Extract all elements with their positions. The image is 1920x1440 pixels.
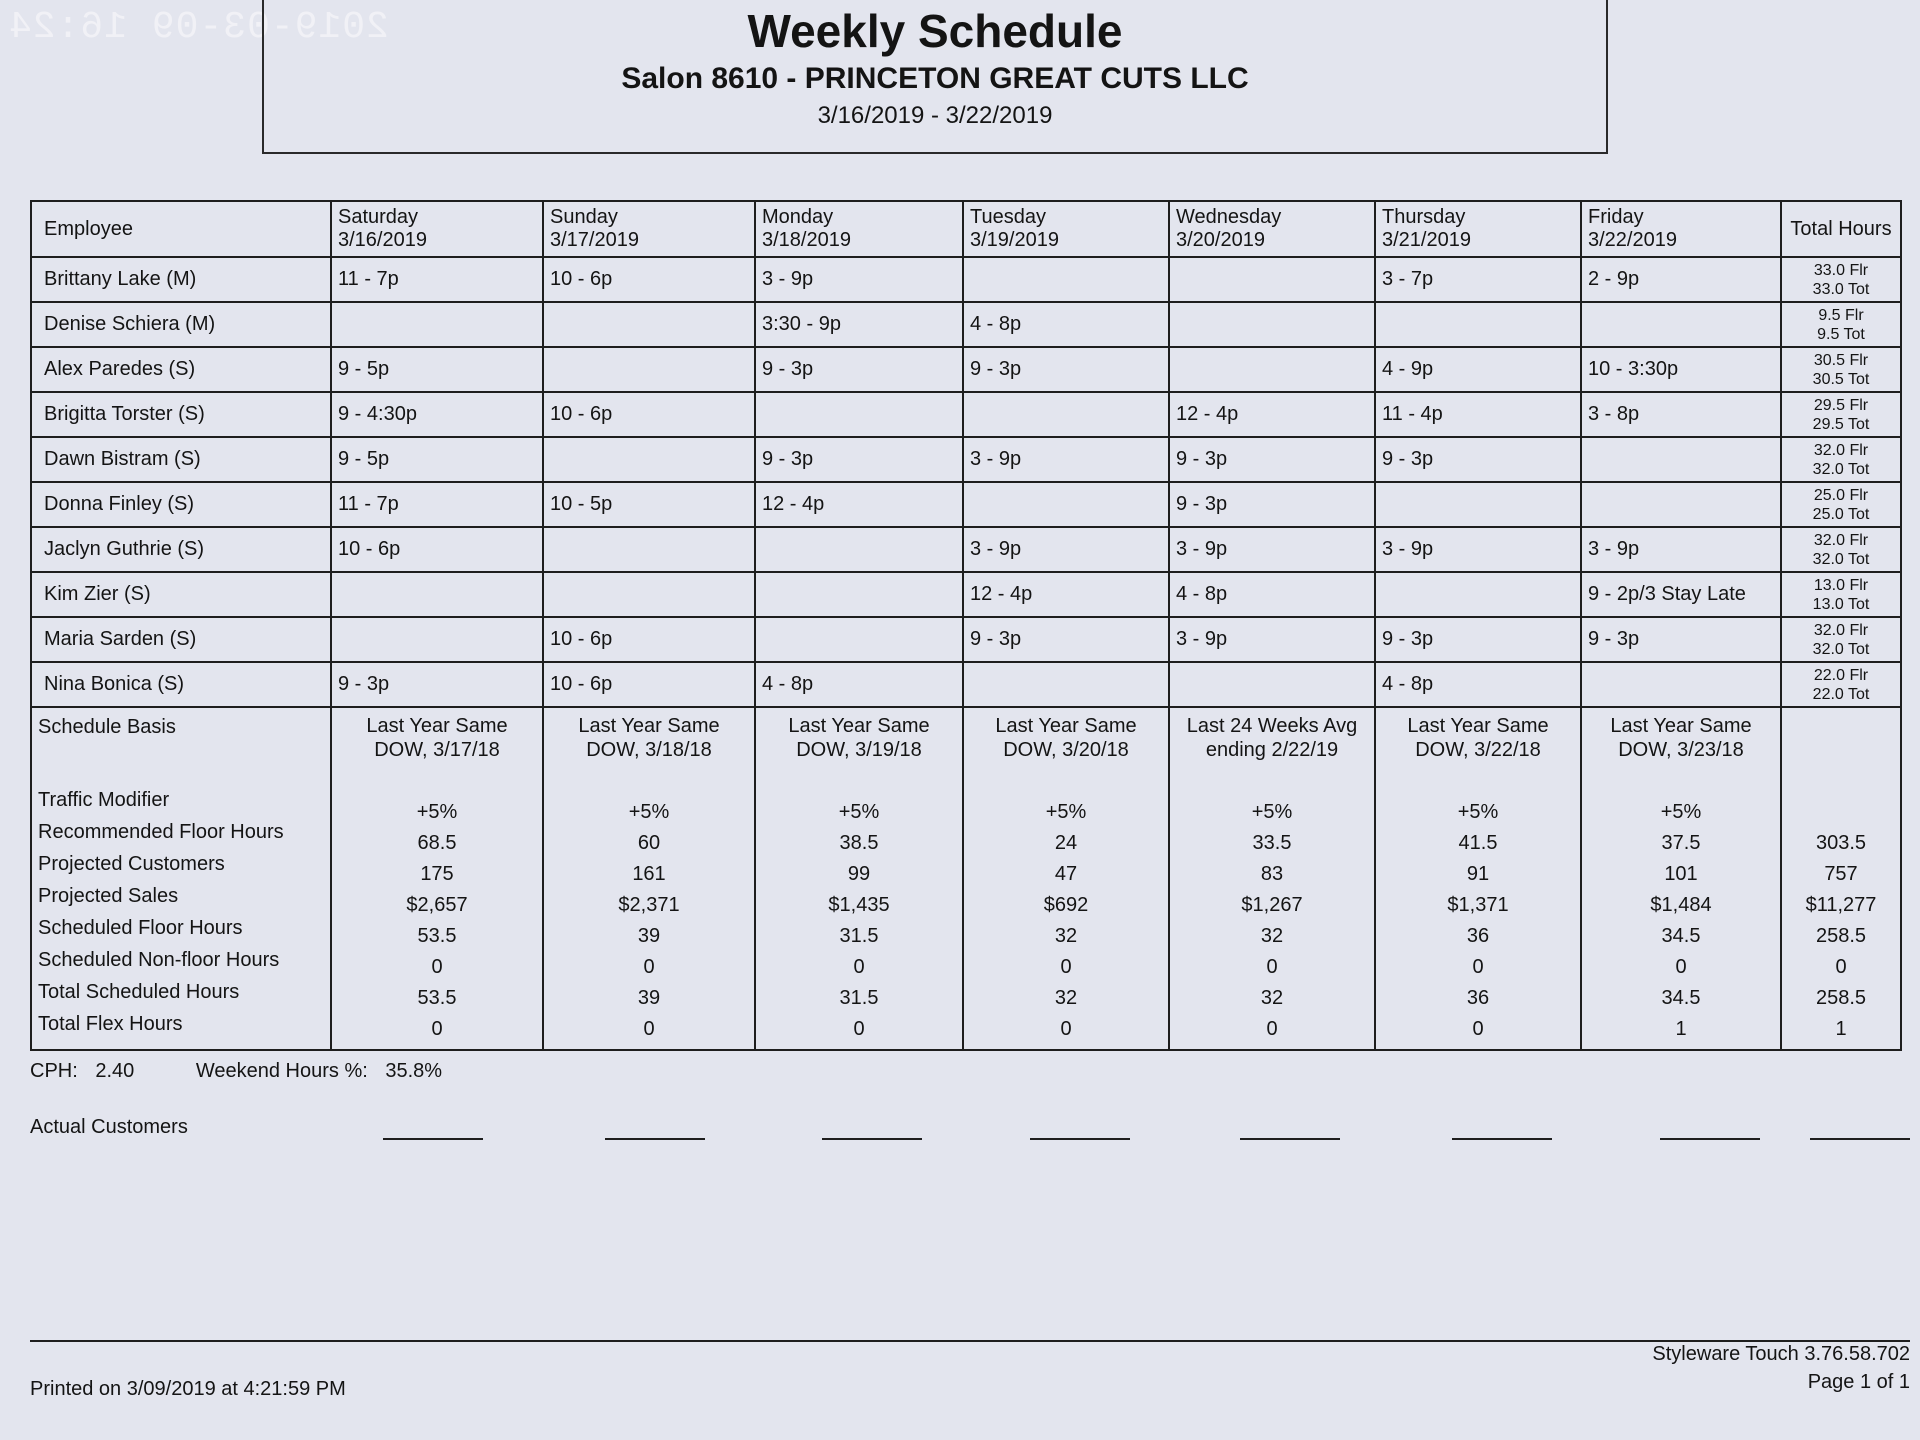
printed-timestamp: Printed on 3/09/2019 at 4:21:59 PM bbox=[30, 1378, 346, 1400]
employee-name: Brigitta Torster (S) bbox=[31, 392, 331, 437]
shift-cell: 12 - 4p bbox=[963, 572, 1169, 617]
shift-cell: 12 - 4p bbox=[1169, 392, 1375, 437]
employee-row bbox=[31, 392, 1901, 437]
day-name: Thursday bbox=[1382, 206, 1466, 228]
salon-name: Salon 8610 - PRINCETON GREAT CUTS LLC bbox=[621, 62, 1249, 95]
weekend-hours-value: 35.8% bbox=[385, 1060, 443, 1082]
shift-cell bbox=[1375, 572, 1581, 617]
shift-cell: 3 - 9p bbox=[1581, 527, 1781, 572]
shift-cell: 9 - 2p/3 Stay Late bbox=[1581, 572, 1781, 617]
schedule-basis: Last 24 Weeks Avg ending 2/22/19 bbox=[1186, 715, 1358, 761]
schedule-basis: Last Year Same DOW, 3/18/18 bbox=[578, 715, 720, 761]
shift-cell bbox=[331, 617, 543, 662]
total-hours: 32.0 Tot bbox=[1812, 550, 1870, 568]
floor-hours: 22.0 Flr bbox=[1813, 666, 1869, 684]
blank-line bbox=[1660, 1138, 1760, 1140]
summary-value: 60 bbox=[637, 832, 661, 854]
shift-cell: 10 - 5p bbox=[543, 482, 755, 527]
shift-cell bbox=[1581, 437, 1781, 482]
employee-row bbox=[31, 347, 1901, 392]
schedule-basis: Last Year Same DOW, 3/23/18 bbox=[1610, 715, 1752, 761]
floor-hours: 32.0 Flr bbox=[1813, 441, 1869, 459]
total-hours: 22.0 Tot bbox=[1812, 685, 1870, 703]
shift-cell: 11 - 7p bbox=[331, 482, 543, 527]
summary-day bbox=[1375, 707, 1581, 1050]
summary-value: 0 bbox=[643, 956, 655, 978]
employee-name: Maria Sarden (S) bbox=[31, 617, 331, 662]
summary-value: 1 bbox=[1835, 1018, 1847, 1040]
shift-cell: 10 - 6p bbox=[543, 617, 755, 662]
shift-cell: 9 - 3p bbox=[331, 662, 543, 707]
summary-total bbox=[1781, 707, 1901, 1050]
summary-value: 24 bbox=[1054, 832, 1078, 854]
shift-cell bbox=[331, 302, 543, 347]
summary-value: 32 bbox=[1260, 987, 1284, 1009]
summary-value: 0 bbox=[1675, 956, 1687, 978]
software-version bbox=[1652, 1340, 1910, 1396]
employee-name: Dawn Bistram (S) bbox=[31, 437, 331, 482]
report-header bbox=[262, 0, 1608, 154]
employee-name: Donna Finley (S) bbox=[31, 482, 331, 527]
shift-cell: 12 - 4p bbox=[755, 482, 963, 527]
day-header bbox=[1581, 201, 1781, 257]
summary-value: 33.5 bbox=[1252, 832, 1292, 854]
weekend-hours-label: Weekend Hours %: bbox=[195, 1060, 368, 1082]
day-header bbox=[331, 201, 543, 257]
shift-cell: 9 - 3p bbox=[1375, 617, 1581, 662]
summary-label: Scheduled Floor Hours bbox=[38, 917, 243, 939]
day-name: Saturday bbox=[338, 206, 419, 228]
summary-value: 0 bbox=[1472, 1018, 1484, 1040]
shift-cell: 11 - 4p bbox=[1375, 392, 1581, 437]
summary-value: 0 bbox=[853, 956, 865, 978]
day-date: 3/21/2019 bbox=[1382, 229, 1471, 251]
shift-cell bbox=[755, 527, 963, 572]
summary-value: 36 bbox=[1466, 987, 1490, 1009]
day-name: Friday bbox=[1588, 206, 1644, 228]
total-hours-cell bbox=[1781, 617, 1901, 662]
total-hours: 32.0 Tot bbox=[1812, 640, 1870, 658]
shift-cell: 3 - 9p bbox=[963, 437, 1169, 482]
summary-value: 31.5 bbox=[839, 925, 879, 947]
day-header bbox=[1375, 201, 1581, 257]
shift-cell bbox=[543, 302, 755, 347]
shift-cell bbox=[1169, 257, 1375, 302]
summary-label: Schedule Basis bbox=[38, 716, 176, 738]
version-text: Styleware Touch 3.76.58.702 bbox=[1652, 1343, 1910, 1365]
shift-cell bbox=[543, 527, 755, 572]
shift-cell: 9 - 5p bbox=[331, 437, 543, 482]
day-header bbox=[543, 201, 755, 257]
summary-value: 39 bbox=[637, 925, 661, 947]
shift-cell: 3 - 9p bbox=[1169, 527, 1375, 572]
day-name: Wednesday bbox=[1176, 206, 1282, 228]
summary-value: 161 bbox=[632, 863, 666, 885]
summary-label: Total Flex Hours bbox=[38, 1013, 183, 1035]
shift-cell: 4 - 8p bbox=[1375, 662, 1581, 707]
blank-line bbox=[1810, 1138, 1910, 1140]
shift-cell: 3 - 9p bbox=[1375, 527, 1581, 572]
shift-cell: 10 - 6p bbox=[543, 662, 755, 707]
employee-row bbox=[31, 257, 1901, 302]
shift-cell: 2 - 9p bbox=[1581, 257, 1781, 302]
total-hours-cell bbox=[1781, 257, 1901, 302]
total-hours-header: Total Hours bbox=[1781, 201, 1901, 257]
total-hours: 25.0 Tot bbox=[1812, 505, 1870, 523]
summary-value: 39 bbox=[637, 987, 661, 1009]
total-hours-cell bbox=[1781, 527, 1901, 572]
shift-cell: 9 - 3p bbox=[1169, 437, 1375, 482]
shift-cell bbox=[543, 347, 755, 392]
shift-cell: 4 - 8p bbox=[1169, 572, 1375, 617]
summary-value: 0 bbox=[1472, 956, 1484, 978]
summary-day bbox=[543, 707, 755, 1050]
employee-row bbox=[31, 482, 1901, 527]
summary-value: 0 bbox=[431, 1018, 443, 1040]
shift-cell: 4 - 9p bbox=[1375, 347, 1581, 392]
summary-value: 47 bbox=[1054, 863, 1078, 885]
blank-line bbox=[605, 1138, 705, 1140]
shift-cell bbox=[755, 617, 963, 662]
schedule-table bbox=[30, 200, 1902, 1051]
summary-label: Projected Customers bbox=[38, 853, 225, 875]
employee-row bbox=[31, 662, 1901, 707]
shift-cell: 3 - 7p bbox=[1375, 257, 1581, 302]
shift-cell: 9 - 3p bbox=[1581, 617, 1781, 662]
summary-label: Recommended Floor Hours bbox=[38, 821, 284, 843]
summary-value: $2,371 bbox=[618, 894, 680, 916]
day-date: 3/19/2019 bbox=[970, 229, 1059, 251]
shift-cell bbox=[755, 392, 963, 437]
floor-hours: 29.5 Flr bbox=[1813, 396, 1869, 414]
cph-value: 2.40 bbox=[95, 1060, 135, 1082]
shift-cell bbox=[543, 437, 755, 482]
day-name: Sunday bbox=[550, 206, 618, 228]
floor-hours: 25.0 Flr bbox=[1813, 486, 1869, 504]
day-date: 3/22/2019 bbox=[1588, 229, 1677, 251]
employee-name: Brittany Lake (M) bbox=[31, 257, 331, 302]
summary-value: 32 bbox=[1260, 925, 1284, 947]
summary-label: Scheduled Non-floor Hours bbox=[38, 949, 280, 971]
summary-value: $1,371 bbox=[1447, 894, 1509, 916]
cph-line bbox=[30, 1060, 454, 1083]
total-hours-cell bbox=[1781, 572, 1901, 617]
shift-cell: 3:30 - 9p bbox=[755, 302, 963, 347]
day-name: Tuesday bbox=[970, 206, 1046, 228]
total-hours-cell bbox=[1781, 392, 1901, 437]
employee-header: Employee bbox=[31, 201, 331, 257]
timestamp-stamp: 2019-03-09 16:24 bbox=[8, 6, 389, 49]
day-header bbox=[963, 201, 1169, 257]
shift-cell: 9 - 3p bbox=[755, 347, 963, 392]
shift-cell: 10 - 6p bbox=[543, 392, 755, 437]
shift-cell: 9 - 3p bbox=[1169, 482, 1375, 527]
date-range: 3/16/2019 - 3/22/2019 bbox=[817, 102, 1053, 129]
shift-cell bbox=[1169, 347, 1375, 392]
blank-line bbox=[383, 1138, 483, 1140]
floor-hours: 9.5 Flr bbox=[1818, 306, 1864, 324]
shift-cell bbox=[963, 392, 1169, 437]
floor-hours: 30.5 Flr bbox=[1813, 351, 1869, 369]
summary-value: 0 bbox=[431, 956, 443, 978]
blank-line bbox=[1240, 1138, 1340, 1140]
total-hours-cell bbox=[1781, 482, 1901, 527]
summary-value: +5% bbox=[1660, 801, 1702, 823]
summary-day bbox=[963, 707, 1169, 1050]
summary-value: +5% bbox=[838, 801, 880, 823]
total-hours-cell bbox=[1781, 347, 1901, 392]
shift-cell: 10 - 6p bbox=[543, 257, 755, 302]
page-number: Page 1 of 1 bbox=[1807, 1371, 1910, 1393]
summary-value: 36 bbox=[1466, 925, 1490, 947]
shift-cell: 11 - 7p bbox=[331, 257, 543, 302]
shift-cell: 9 - 3p bbox=[1375, 437, 1581, 482]
shift-cell: 4 - 8p bbox=[963, 302, 1169, 347]
day-date: 3/18/2019 bbox=[762, 229, 851, 251]
summary-value: 53.5 bbox=[417, 987, 457, 1009]
employee-name: Nina Bonica (S) bbox=[31, 662, 331, 707]
shift-cell bbox=[963, 662, 1169, 707]
summary-value: $11,277 bbox=[1805, 894, 1877, 916]
summary-value: $1,267 bbox=[1241, 894, 1303, 916]
summary-value: 0 bbox=[853, 1018, 865, 1040]
day-header bbox=[1169, 201, 1375, 257]
employee-row bbox=[31, 302, 1901, 347]
shift-cell: 9 - 3p bbox=[963, 617, 1169, 662]
total-hours: 29.5 Tot bbox=[1812, 415, 1870, 433]
summary-value: 0 bbox=[1060, 1018, 1072, 1040]
total-hours: 32.0 Tot bbox=[1812, 460, 1870, 478]
employee-name: Kim Zier (S) bbox=[31, 572, 331, 617]
employee-row bbox=[31, 617, 1901, 662]
shift-cell bbox=[1581, 662, 1781, 707]
shift-cell: 9 - 5p bbox=[331, 347, 543, 392]
blank-line bbox=[822, 1138, 922, 1140]
summary-labels bbox=[31, 707, 331, 1050]
shift-cell: 4 - 8p bbox=[755, 662, 963, 707]
summary-value: 101 bbox=[1664, 863, 1698, 885]
summary-label: Traffic Modifier bbox=[38, 789, 170, 811]
summary-value: 0 bbox=[1266, 1018, 1278, 1040]
shift-cell bbox=[963, 257, 1169, 302]
schedule-basis: Last Year Same DOW, 3/20/18 bbox=[995, 715, 1137, 761]
summary-value: 32 bbox=[1054, 925, 1078, 947]
schedule-basis: Last Year Same DOW, 3/22/18 bbox=[1407, 715, 1549, 761]
summary-value: 68.5 bbox=[417, 832, 457, 854]
summary-value: 34.5 bbox=[1661, 925, 1701, 947]
summary-value: 91 bbox=[1466, 863, 1490, 885]
summary-value: +5% bbox=[628, 801, 670, 823]
shift-cell: 9 - 4:30p bbox=[331, 392, 543, 437]
summary-value: 32 bbox=[1054, 987, 1078, 1009]
total-hours-cell bbox=[1781, 662, 1901, 707]
summary-value: 53.5 bbox=[417, 925, 457, 947]
report-title: Weekly Schedule bbox=[747, 5, 1123, 57]
blank-line bbox=[1452, 1138, 1552, 1140]
employee-name: Alex Paredes (S) bbox=[31, 347, 331, 392]
blank-line bbox=[1030, 1138, 1130, 1140]
summary-value: 37.5 bbox=[1661, 832, 1701, 854]
shift-cell bbox=[1169, 302, 1375, 347]
employee-row bbox=[31, 572, 1901, 617]
employee-row bbox=[31, 437, 1901, 482]
summary-value: 0 bbox=[1060, 956, 1072, 978]
summary-value: 0 bbox=[1835, 956, 1847, 978]
floor-hours: 33.0 Flr bbox=[1813, 261, 1869, 279]
employee-name: Jaclyn Guthrie (S) bbox=[31, 527, 331, 572]
total-hours-cell bbox=[1781, 302, 1901, 347]
shift-cell bbox=[1375, 302, 1581, 347]
summary-value: 0 bbox=[1266, 956, 1278, 978]
shift-cell: 10 - 6p bbox=[331, 527, 543, 572]
shift-cell: 9 - 3p bbox=[755, 437, 963, 482]
summary-value: 757 bbox=[1824, 863, 1858, 885]
summary-value: +5% bbox=[1251, 801, 1293, 823]
summary-day bbox=[1581, 707, 1781, 1050]
shift-cell: 3 - 9p bbox=[755, 257, 963, 302]
summary-row bbox=[31, 707, 1901, 1050]
shift-cell bbox=[755, 572, 963, 617]
total-hours: 9.5 Tot bbox=[1817, 325, 1865, 343]
summary-label: Total Scheduled Hours bbox=[38, 981, 240, 1003]
shift-cell bbox=[1375, 482, 1581, 527]
summary-day bbox=[331, 707, 543, 1050]
employee-name: Denise Schiera (M) bbox=[31, 302, 331, 347]
floor-hours: 13.0 Flr bbox=[1813, 576, 1869, 594]
summary-day bbox=[755, 707, 963, 1050]
shift-cell: 3 - 9p bbox=[1169, 617, 1375, 662]
shift-cell bbox=[1581, 482, 1781, 527]
summary-day bbox=[1169, 707, 1375, 1050]
header-row bbox=[31, 201, 1901, 257]
day-header bbox=[755, 201, 963, 257]
day-date: 3/17/2019 bbox=[550, 229, 639, 251]
schedule-basis: Last Year Same DOW, 3/19/18 bbox=[788, 715, 930, 761]
shift-cell bbox=[331, 572, 543, 617]
floor-hours: 32.0 Flr bbox=[1813, 531, 1869, 549]
summary-value: +5% bbox=[1045, 801, 1087, 823]
summary-value: 34.5 bbox=[1661, 987, 1701, 1009]
summary-value: 31.5 bbox=[839, 987, 879, 1009]
summary-value: $1,484 bbox=[1650, 894, 1712, 916]
total-hours: 33.0 Tot bbox=[1812, 280, 1870, 298]
summary-value: 41.5 bbox=[1458, 832, 1498, 854]
summary-value: 258.5 bbox=[1815, 987, 1867, 1009]
shift-cell: 3 - 8p bbox=[1581, 392, 1781, 437]
summary-value: 258.5 bbox=[1815, 925, 1867, 947]
summary-value: 1 bbox=[1675, 1018, 1687, 1040]
day-name: Monday bbox=[762, 206, 834, 228]
schedule-basis: Last Year Same DOW, 3/17/18 bbox=[366, 715, 508, 761]
summary-value: 303.5 bbox=[1815, 832, 1867, 854]
total-hours-cell bbox=[1781, 437, 1901, 482]
footer-rule bbox=[30, 1340, 1910, 1342]
cph-label: CPH: bbox=[30, 1060, 78, 1082]
summary-value: 0 bbox=[643, 1018, 655, 1040]
shift-cell: 10 - 3:30p bbox=[1581, 347, 1781, 392]
total-hours: 30.5 Tot bbox=[1812, 370, 1870, 388]
summary-value: $2,657 bbox=[406, 894, 468, 916]
summary-label: Projected Sales bbox=[38, 885, 179, 907]
shift-cell: 3 - 9p bbox=[963, 527, 1169, 572]
total-hours: 13.0 Tot bbox=[1812, 595, 1870, 613]
summary-value: $1,435 bbox=[828, 894, 890, 916]
shift-cell bbox=[963, 482, 1169, 527]
summary-value: 83 bbox=[1260, 863, 1284, 885]
summary-value: 38.5 bbox=[839, 832, 879, 854]
summary-value: $692 bbox=[1043, 894, 1089, 916]
floor-hours: 32.0 Flr bbox=[1813, 621, 1869, 639]
shift-cell bbox=[543, 572, 755, 617]
shift-cell: 9 - 3p bbox=[963, 347, 1169, 392]
shift-cell bbox=[1169, 662, 1375, 707]
actual-customers-label: Actual Customers bbox=[30, 1116, 188, 1138]
employee-row bbox=[31, 527, 1901, 572]
summary-value: 175 bbox=[420, 863, 454, 885]
shift-cell bbox=[1581, 302, 1781, 347]
summary-value bbox=[1788, 797, 1894, 828]
day-date: 3/16/2019 bbox=[338, 229, 427, 251]
day-date: 3/20/2019 bbox=[1176, 229, 1265, 251]
summary-value: +5% bbox=[416, 801, 458, 823]
summary-value: +5% bbox=[1457, 801, 1499, 823]
summary-value: 99 bbox=[847, 863, 871, 885]
